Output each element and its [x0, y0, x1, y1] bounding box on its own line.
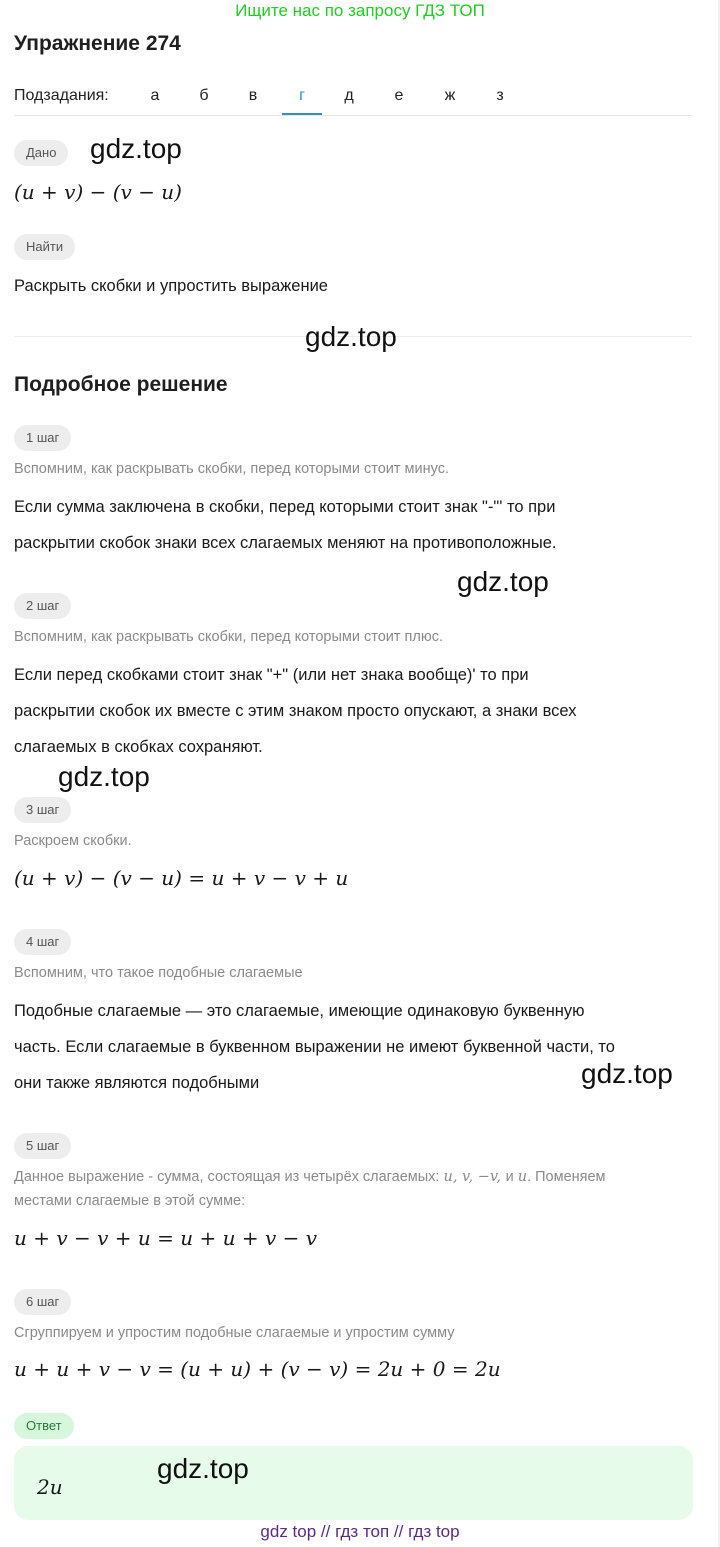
step-2-note: Вспомним, как раскрывать скобки, перед которыми стоит плюс.	[14, 629, 444, 645]
watermark: gdz.top	[581, 1058, 673, 1089]
step-1-note: Вспомним, как раскрывать скобки, перед которыми стоит минус.	[14, 461, 449, 477]
answer-badge: Ответ	[14, 1413, 74, 1439]
given-expression: (u + v) − (v − u)	[14, 180, 182, 204]
watermark: gdz.top	[305, 321, 397, 352]
step-6-note: Сгруппируем и упростим подобные слагаемые и упростим сумму	[14, 1325, 455, 1341]
step-4-text-line1: Подобные слагаемые — это слагаемые, имеющие одинаковую буквенную	[14, 1002, 585, 1020]
step-3-badge: 3 шаг	[14, 797, 71, 823]
watermark: gdz.top	[157, 1453, 249, 1484]
watermark: gdz.top	[58, 761, 150, 792]
footer-links[interactable]: gdz top // гдз топ // гдз top	[260, 1522, 460, 1541]
tab-g[interactable]: г	[299, 87, 305, 104]
step-1-text-line1: Если сумма заключена в скобки, перед которыми стоит знак "-"' то при	[14, 498, 556, 516]
step-5-badge: 5 шаг	[14, 1133, 71, 1159]
answer-box	[14, 1446, 693, 1520]
step-5-note-suffix: . Поменяем	[527, 1169, 606, 1185]
tab-z[interactable]: з	[496, 87, 504, 104]
step-2-text-line1: Если перед скобками стоит знак "+" (или нет знака вообще)' то при	[14, 666, 529, 684]
step-1-text-line2: раскрытии скобок знаки всех слагаемых меняют на противоположные.	[14, 534, 557, 552]
step-3-note: Раскроем скобки.	[14, 833, 132, 849]
step-2-badge: 2 шаг	[14, 593, 71, 619]
step-5-and: и	[505, 1169, 518, 1185]
step-5-note-line2: местами слагаемые в этой сумме:	[14, 1193, 246, 1209]
step-4-badge: 4 шаг	[14, 929, 71, 955]
find-badge: Найти	[14, 234, 75, 260]
step-5-note-prefix: Данное выражение - сумма, состоящая из четырёх слагаемых:	[14, 1169, 444, 1185]
solution-heading: Подробное решение	[14, 373, 228, 396]
page-title: Упражнение 274	[14, 32, 181, 55]
step-3-expression: (u + v) − (v − u) = u + v − v + u	[14, 866, 349, 890]
step-2-text-line2: раскрытии скобок их вместе с этим знаком просто опускают, а знаки всех	[14, 702, 577, 720]
step-4-note: Вспомним, что такое подобные слагаемые	[14, 965, 303, 981]
step-6-badge: 6 шаг	[14, 1289, 71, 1315]
step-6-expression: u + u + v − v = (u + u) + (v − v) = 2u + 0 = 2u	[14, 1357, 501, 1381]
step-4-text-line3: они также являются подобными	[14, 1074, 260, 1092]
tabs-divider	[14, 115, 692, 116]
tab-e[interactable]: е	[394, 87, 404, 104]
tab-d[interactable]: д	[344, 87, 354, 104]
step-2-text-line3: слагаемых в скобках сохраняют.	[14, 738, 263, 756]
subtasks-label: Подзадания:	[14, 87, 109, 104]
step-5-expression: u + v − v + u = u + u + v − v	[14, 1226, 318, 1250]
step-5-last-term: u	[517, 1169, 528, 1185]
step-5-note-line1	[14, 1169, 704, 1185]
tab-zh[interactable]: ж	[444, 87, 456, 104]
step-5-terms: u, v, −v,	[443, 1169, 506, 1185]
answer-value: 2u	[37, 1475, 63, 1499]
tab-b[interactable]: б	[199, 87, 209, 104]
tab-a[interactable]: а	[150, 87, 160, 104]
search-banner: Ищите нас по запросу ГДЗ ТОП	[235, 1, 485, 20]
find-text: Раскрыть скобки и упростить выражение	[14, 277, 328, 295]
watermark: gdz.top	[457, 566, 549, 597]
watermark: gdz.top	[90, 133, 182, 164]
tab-v[interactable]: в	[248, 87, 258, 104]
step-1-badge: 1 шаг	[14, 425, 71, 451]
step-4-text-line2: часть. Если слагаемые в буквенном выражении не имеют буквенной части, то	[14, 1038, 615, 1056]
given-badge: Дано	[14, 140, 68, 166]
active-tab-indicator	[282, 113, 322, 115]
